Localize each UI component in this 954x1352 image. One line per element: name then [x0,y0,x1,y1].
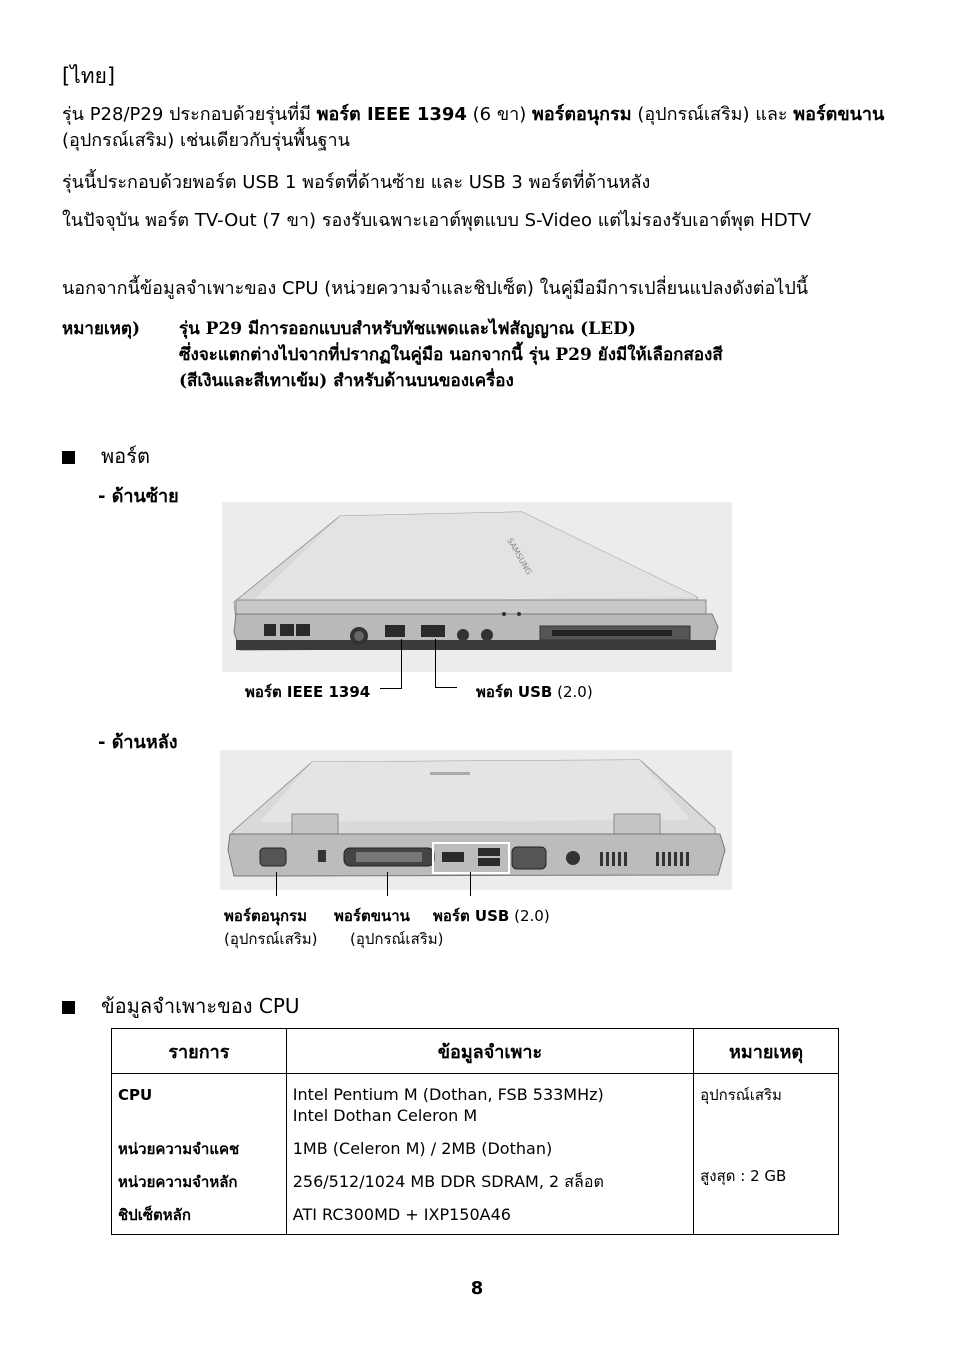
row-cache-spec: 1MB (Celeron M) / 2MB (Dothan) [292,1139,553,1158]
usb-paragraph: รุ่นนี้ประกอบด้วยพอร์ต USB 1 พอร์ตที่ด้านซ้าย และ USB 3 พอร์ตที่ด้านหลัง [62,172,651,193]
row-memory-remark: สูงสุด : 2 GB [700,1167,787,1185]
p1-bold-parallel: พอร์ตขนาน [793,104,885,125]
row-memory-spec: 256/512/1024 MB DDR SDRAM, 2 สล็อต [292,1172,604,1191]
callout-line-ieee [401,639,402,689]
caption-parallel-optional: (อุปกรณ์เสริม) [350,930,444,948]
caption-usb-rear: พอร์ต USB (2.0) [433,907,550,925]
caption-ieee-port: พอร์ต IEEE 1394 [245,683,371,701]
row-cpu-item: CPU [118,1086,153,1104]
bullet-square-icon [62,451,75,464]
callout-line-parallel [387,872,388,896]
svg-text:SAMSUNG: SAMSUNG [505,536,534,577]
header-spec: ข้อมูลจำเพาะ [286,1029,693,1074]
table-row [112,1074,839,1130]
p1-text-a: รุ่น P28/P29 ประกอบด้วยรุ่นที่มี [62,104,317,125]
row-chipset-spec: ATI RC300MD + IXP150A46 [292,1205,511,1224]
language-heading: [ไทย] [62,64,116,88]
note-body [179,316,879,394]
caption-usb-left: พอร์ต USB (2.0) [476,683,593,701]
ports-section-heading [62,440,150,472]
bullet-square-icon [62,1001,75,1014]
caption-serial-optional: (อุปกรณ์เสริม) [224,930,318,948]
row-cache-item: หน่วยความจำแคช [118,1140,240,1158]
cpu-section-title: ข้อมูลจำเพาะของ CPU [101,994,300,1018]
p1-text-e: (อุปกรณ์เสริม) และ [631,104,794,125]
callout-line-usb-rear [470,872,471,896]
note-line-3: (สีเงินและสีเทาเข้ม) สำหรับด้านบนของเครื่อง [179,371,514,391]
note-line-1: รุ่น P29 มีการออกแบบสำหรับทัชแพดและไฟสัญญาณ (LED) [179,319,636,339]
cpu-spec-table [111,1028,839,1235]
page-number: 8 [470,1278,484,1299]
callout-line-usb-h [435,687,457,688]
caption-parallel-port: พอร์ตขนาน [334,907,410,925]
row-memory-item: หน่วยความจำหลัก [118,1173,238,1191]
row-chipset-item: ชิปเซ็ตหลัก [118,1206,191,1224]
callout-line-usb [435,639,436,687]
p1-text-c: (6 ขา) [466,104,532,125]
cpu-change-paragraph: นอกจากนี้ข้อมูลจำเพาะของ CPU (หน่วยความจำและชิปเซ็ต) ในคู่มือมีการเปลี่ยนแปลงดังต่อไปนี้ [62,278,809,299]
laptop-left-side-image [222,502,732,672]
note-line-2: ซึ่งจะแตกต่างไปจากที่ปรากฏในคู่มือ นอกจากนี้ รุ่น P29 ยังมีให้เลือกสองสี [179,345,723,365]
cpu-section-heading [62,990,300,1022]
row-cpu-remark: อุปกรณ์เสริม [700,1086,782,1104]
note-label: หมายเหตุ) [62,319,141,339]
p1-bold-ieee: พอร์ต IEEE 1394 [316,104,467,125]
p1-bold-serial: พอร์ตอนุกรม [532,104,632,125]
table-row [112,1196,839,1235]
caption-serial-port: พอร์ตอนุกรม [224,907,307,925]
intro-paragraph [62,102,892,154]
laptop-rear-side-image [220,750,732,890]
row-cpu-spec1: Intel Pentium M (Dothan, FSB 533MHz) [292,1085,604,1104]
header-remark: หมายเหตุ [694,1029,839,1074]
table-row [112,1129,839,1163]
callout-line-serial [276,872,277,896]
tvout-paragraph: ในปัจจุบัน พอร์ต TV-Out (7 ขา) รองรับเฉพาะเอาต์พุตแบบ S-Video แต่ไม่รองรับเอาต์พุต HDTV [62,210,812,231]
table-header-row [112,1029,839,1074]
left-side-label: - ด้านซ้าย [98,486,179,507]
ports-section-title: พอร์ต [101,444,150,468]
header-item: รายการ [112,1029,287,1074]
row-cpu-spec2: Intel Dothan Celeron M [292,1106,478,1125]
p1-text-g: (อุปกรณ์เสริม) เช่นเดียวกับรุ่นพื้นฐาน [62,130,350,151]
callout-line-ieee-h [380,688,401,689]
rear-side-label: - ด้านหลัง [98,732,178,753]
table-row [112,1163,839,1196]
